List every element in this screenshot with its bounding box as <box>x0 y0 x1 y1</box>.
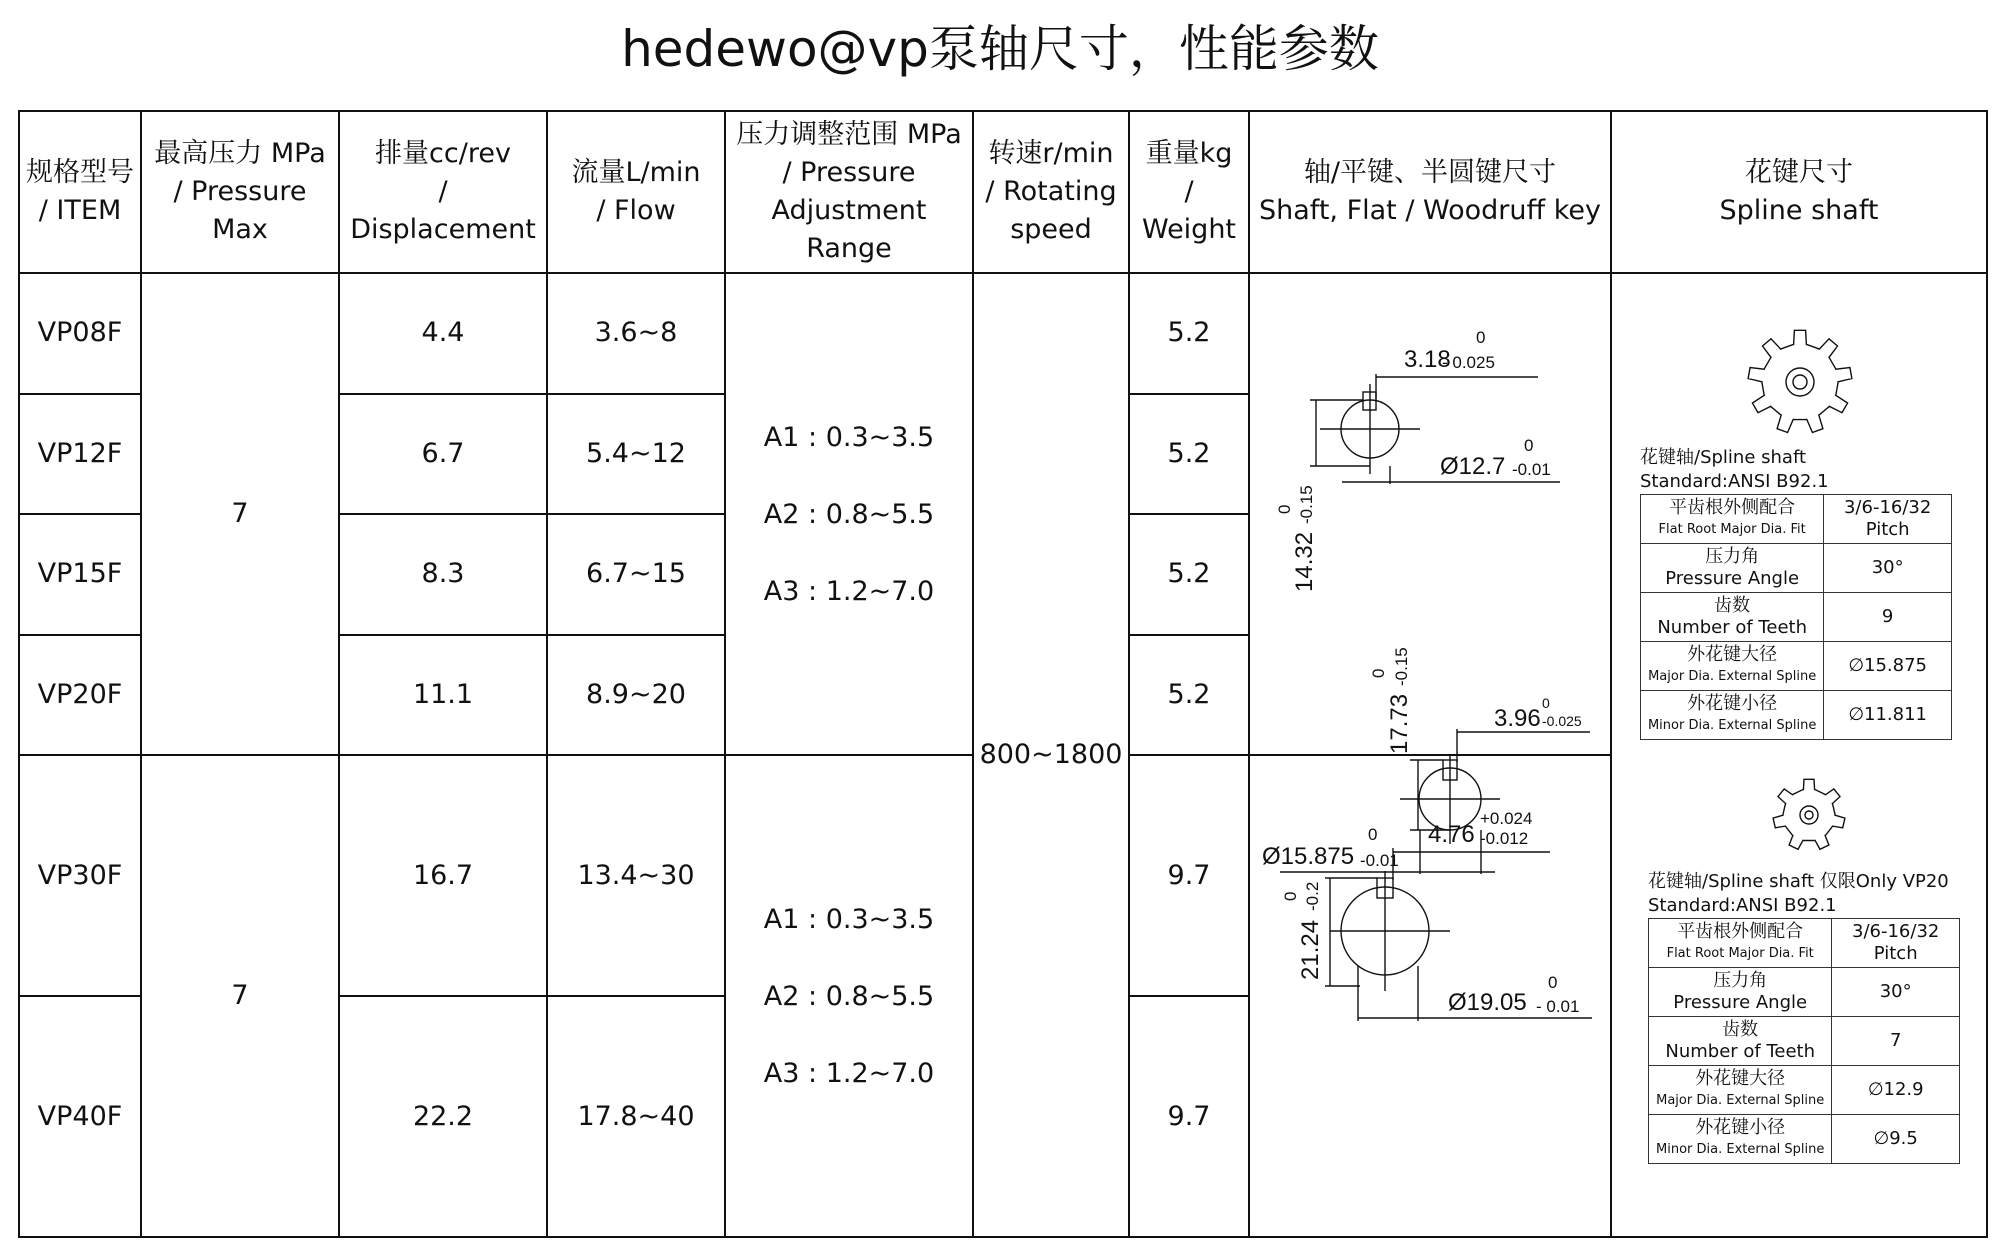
table-row <box>1641 593 1952 642</box>
dim-key-1-tol-up: 0 <box>1476 328 1486 347</box>
spline-row-label-zh: 外花键小径 <box>1695 1117 1786 1138</box>
dim-height-3: 21.24 <box>1297 919 1324 980</box>
dim-key-3-tol-up: +0.024 <box>1480 809 1533 828</box>
dim-height-1-tol-low: -0.15 <box>1297 485 1316 524</box>
spline-row-value: 30° <box>1832 968 1960 1017</box>
spline-row-value: 30° <box>1824 544 1952 593</box>
dim-key-2-tol-low: -0.025 <box>1542 713 1582 729</box>
table-row <box>19 273 1987 394</box>
spline-2-standard: Standard:ANSI B92.1 <box>1648 895 1837 916</box>
spline-row-value: 7 <box>1832 1017 1960 1066</box>
page-title: hedewo@vp泵轴尺寸，性能参数 <box>621 20 1379 78</box>
spline-spec-1 <box>1640 446 1970 740</box>
spline-row-label-zh: 齿数 <box>1722 1019 1759 1040</box>
dim-height-2: 17.73 <box>1386 693 1413 754</box>
header-adjustment: 压力调整范围 MPa / Pressure Adjustment Range <box>725 111 973 273</box>
dim-dia-3: Ø19.05 <box>1448 989 1527 1016</box>
cell-item: VP40F <box>19 996 141 1237</box>
spline-row-label-en: Flat Root Major Dia. Fit <box>1666 946 1814 961</box>
cell-weight: 5.2 <box>1129 514 1249 635</box>
header-speed: 转速r/min / Rotating speed <box>973 111 1129 273</box>
header-spline: 花键尺寸 Spline shaft <box>1611 111 1987 273</box>
dim-height-1-tol-up: 0 <box>1275 504 1294 514</box>
dim-height-3-tol-low: -0.2 <box>1303 881 1322 911</box>
cell-pressure-group1: 7 <box>141 273 339 755</box>
header-shaft: 轴/平键、半圆键尺寸 Shaft, Flat / Woodruff key <box>1249 111 1611 273</box>
spline-row-value: ∅9.5 <box>1832 1115 1960 1164</box>
header-item: 规格型号 / ITEM <box>19 111 141 273</box>
spline-row-label-en: Major Dia. External Spline <box>1648 669 1817 684</box>
cell-weight: 5.2 <box>1129 635 1249 756</box>
spline-1-table <box>1640 494 1952 740</box>
cell-weight: 5.2 <box>1129 394 1249 515</box>
adjustment-ranges: A1 : 0.3~3.5 A2 : 0.8~5.5 A3 : 1.2~7.0 <box>763 903 935 1089</box>
spline-2-title: 花键轴/Spline shaft 仅限Only VP20 <box>1648 871 1949 892</box>
table-row <box>1649 1017 1960 1066</box>
spline-row-value: 3/6-16/32 Pitch <box>1832 919 1960 968</box>
table-row <box>1649 968 1960 1017</box>
dim-dia-2: Ø15.875 <box>1262 843 1355 870</box>
cell-displacement: 11.1 <box>339 635 547 756</box>
spline-spec-2 <box>1648 870 1978 1164</box>
spline-gear-9-teeth <box>1748 330 1852 432</box>
dim-key-2: 3.96 <box>1494 705 1541 732</box>
cell-speed: 800~1800 <box>973 273 1129 1237</box>
cell-item: VP12F <box>19 394 141 515</box>
dim-key-3-tol-low: -0.012 <box>1480 829 1529 848</box>
spline-row-value: 9 <box>1824 593 1952 642</box>
spline-row-label-zh: 外花键大径 <box>1687 644 1778 665</box>
cell-flow: 5.4~12 <box>547 394 725 515</box>
dim-key-3: 4.76 <box>1428 821 1475 848</box>
dim-dia-3-tol-up: 0 <box>1548 973 1558 992</box>
dim-height-1: 14.32 <box>1291 531 1318 592</box>
dim-dia-2-tol-low: -0.01 <box>1360 851 1399 870</box>
spline-row-label-zh: 平齿根外侧配合 <box>1677 921 1804 942</box>
dim-height-2-tol-low: -0.15 <box>1392 647 1411 686</box>
spline-section <box>1611 273 1987 1237</box>
cell-item: VP30F <box>19 755 141 996</box>
dim-dia-1: Ø12.7 <box>1440 453 1506 480</box>
dim-height-3-tol-up: 0 <box>1281 891 1300 901</box>
spline-1-standard: Standard:ANSI B92.1 <box>1640 471 1829 492</box>
cell-flow: 6.7~15 <box>547 514 725 635</box>
cell-item: VP20F <box>19 635 141 756</box>
spline-row-label-zh: 压力角 <box>1713 970 1768 991</box>
cell-weight: 9.7 <box>1129 996 1249 1237</box>
table-row <box>1641 544 1952 593</box>
spline-row-label-en: Minor Dia. External Spline <box>1656 1142 1825 1157</box>
cell-displacement: 6.7 <box>339 394 547 515</box>
table-row <box>1641 495 1952 544</box>
table-row <box>1641 691 1952 740</box>
dim-key-1: 3.18 <box>1404 346 1451 373</box>
spline-row-label-en: Flat Root Major Dia. Fit <box>1658 522 1806 537</box>
header-displacement: 排量cc/rev / Displacement <box>339 111 547 273</box>
cell-flow: 17.8~40 <box>547 996 725 1237</box>
spline-row-label-en: Major Dia. External Spline <box>1656 1093 1825 1108</box>
table-row <box>1649 919 1960 968</box>
spline-row-label-zh: 外花键大径 <box>1695 1068 1786 1089</box>
cell-flow: 13.4~30 <box>547 755 725 996</box>
spline-row-value: ∅12.9 <box>1832 1066 1960 1115</box>
cell-adjustment-group2 <box>725 755 973 1237</box>
spline-row-label-zh: 齿数 <box>1714 595 1751 616</box>
spline-row-value: ∅11.811 <box>1824 691 1952 740</box>
table-row <box>1649 1066 1960 1115</box>
cell-flow: 8.9~20 <box>547 635 725 756</box>
table-row <box>1641 642 1952 691</box>
spline-row-label-en: Number of Teeth <box>1657 617 1807 638</box>
dim-key-2-tol-up: 0 <box>1542 695 1550 711</box>
cell-weight: 5.2 <box>1129 273 1249 394</box>
cell-displacement: 8.3 <box>339 514 547 635</box>
spline-row-label-en: Pressure Angle <box>1673 992 1808 1013</box>
dim-dia-1-tol-up: 0 <box>1524 436 1534 455</box>
dim-height-2-tol-up: 0 <box>1369 668 1388 678</box>
header-pressure: 最高压力 MPa / Pressure Max <box>141 111 339 273</box>
dim-dia-2-tol-up: 0 <box>1368 825 1378 844</box>
spline-1-title: 花键轴/Spline shaft <box>1640 447 1807 468</box>
shaft-drawing-bottom <box>1249 755 1611 1237</box>
spline-row-label-en: Number of Teeth <box>1665 1041 1816 1062</box>
dim-dia-3-tol-low: - 0.01 <box>1536 997 1580 1016</box>
spline-row-label-en: Pressure Angle <box>1665 568 1800 589</box>
spline-row-label-en: Minor Dia. External Spline <box>1647 718 1817 733</box>
spline-row-label-zh: 外花键小径 <box>1687 693 1778 714</box>
header-row <box>19 111 1987 273</box>
spline-row-value: ∅15.875 <box>1824 642 1952 691</box>
dim-key-1-tol-low: - 0.025 <box>1442 353 1495 372</box>
cell-adjustment-group1 <box>725 273 973 755</box>
cell-pressure-group2: 7 <box>141 755 339 1237</box>
spline-gear-7-teeth <box>1773 779 1845 849</box>
adjustment-ranges: A1 : 0.3~3.5 A2 : 0.8~5.5 A3 : 1.2~7.0 <box>763 421 935 607</box>
spline-row-value: 3/6-16/32 Pitch <box>1824 495 1952 544</box>
cell-item: VP08F <box>19 273 141 394</box>
header-weight: 重量kg / Weight <box>1129 111 1249 273</box>
spline-2-table <box>1648 918 1960 1164</box>
table-row <box>1649 1115 1960 1164</box>
cell-displacement: 22.2 <box>339 996 547 1237</box>
dim-dia-1-tol-low: -0.01 <box>1512 460 1551 479</box>
spline-row-label-zh: 压力角 <box>1705 546 1760 567</box>
cell-weight: 9.7 <box>1129 755 1249 996</box>
cell-flow: 3.6~8 <box>547 273 725 394</box>
spline-row-label-zh: 平齿根外侧配合 <box>1669 497 1796 518</box>
header-flow: 流量L/min / Flow <box>547 111 725 273</box>
spec-table <box>18 110 1988 1238</box>
cell-item: VP15F <box>19 514 141 635</box>
cell-displacement: 16.7 <box>339 755 547 996</box>
shaft-drawing-svg-2 <box>1250 756 1612 1076</box>
cell-displacement: 4.4 <box>339 273 547 394</box>
